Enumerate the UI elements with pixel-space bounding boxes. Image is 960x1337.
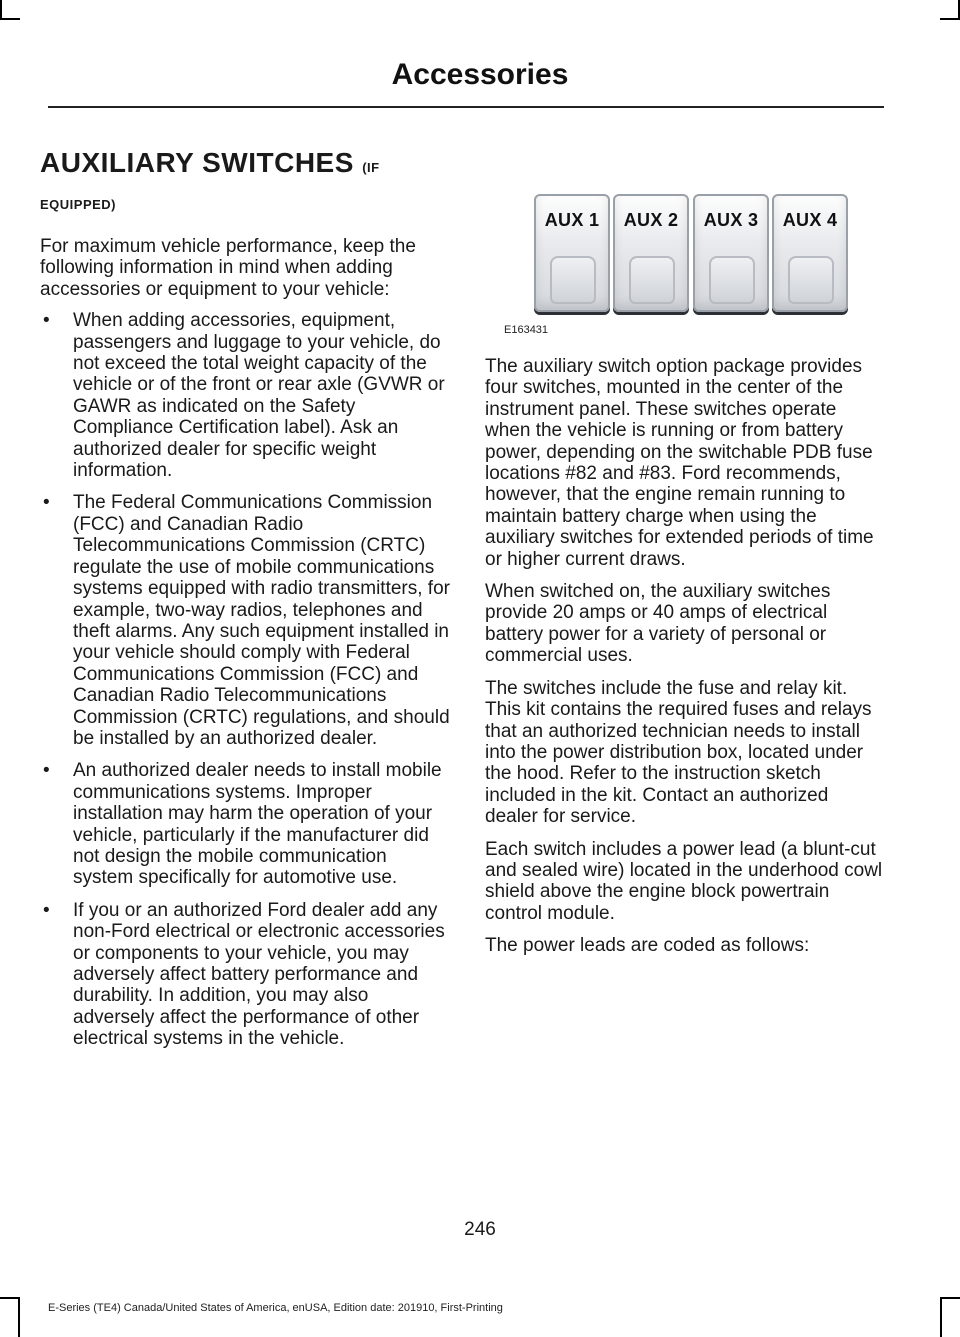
list-item — [40, 900, 450, 1050]
left-column — [40, 146, 450, 1061]
aux-switch-4 — [772, 194, 848, 312]
aux-switch-1 — [534, 194, 610, 312]
intro-paragraph: For maximum vehicle performance, keep the following information in mind when adding accessories or equipment to your vehicle: — [40, 236, 416, 300]
crop-mark — [940, 1297, 960, 1299]
list-item — [40, 310, 450, 481]
body-paragraph: The power leads are coded as follows: — [485, 935, 810, 957]
bullet-list — [40, 310, 450, 1049]
rocker-icon — [788, 256, 834, 304]
bullet-symbol: • — [43, 310, 50, 332]
crop-mark — [940, 1297, 942, 1337]
list-item-text: If you or an authorized Ford dealer add any non-Ford electrical or electronic accessories or components to your vehicle, you may adversely affect battery performance and durability. In addition, you may also adversely affect the performance of other electrical systems in the vehicle. — [73, 899, 445, 1050]
list-item-text: The Federal Communications Commission (FCC) and Canadian Radio Telecommunications Commission (CRTC) regulate the use of mobile communications systems equipped with radio transmitters, for example, two-way radios, telephones and theft alarms. Any such equipment installed in your vehicle should comply with Federal Communications Commission (FCC) and Canadian Radio Telecommunications Commission (CRTC) regulations, and should be installed by an authorized dealer. — [73, 492, 450, 749]
body-paragraph: The auxiliary switch option package provides four switches, mounted in the center of the instrument panel. These switches operate when the vehicle is running or from battery power, depending on the switchable PDB fuse locations #82 and #83. Ford recommends, however, that the engine remain running to maintain battery charge when using the auxiliary switches for extended periods of time or higher current draws. — [485, 356, 874, 570]
section-title-qualifier: (IF — [362, 160, 380, 175]
rocker-icon — [629, 256, 675, 304]
page-number: 246 — [464, 1219, 496, 1240]
aux-switches-illustration — [500, 190, 855, 340]
section-title-continuation: EQUIPPED) — [40, 197, 117, 212]
crop-mark — [0, 1297, 20, 1299]
crop-mark — [18, 1297, 20, 1337]
aux-switch-label: AUX 4 — [782, 210, 838, 230]
bullet-symbol: • — [43, 492, 50, 514]
figure-code: E163431 — [504, 324, 549, 336]
crop-mark — [940, 18, 960, 20]
aux-switch-label: AUX 3 — [703, 210, 759, 230]
body-paragraph: Each switch includes a power lead (a blunt-cut and sealed wire) located in the underhood cowl shield above the engine block powertrain control module. — [485, 838, 883, 924]
aux-switch-2 — [613, 194, 689, 312]
aux-switch-label: AUX 2 — [623, 210, 679, 230]
crop-mark — [0, 18, 20, 20]
header-divider — [48, 106, 884, 108]
list-item-text: When adding accessories, equipment, passengers and luggage to your vehicle, do not exceed the total weight capacity of the vehicle or of the front or rear axle (GVWR or GAWR as indicated on the Safety Compliance Certification label). Ask an authorized dealer for specific weight information. — [73, 310, 445, 482]
body-paragraph: When switched on, the auxiliary switches provide 20 amps or 40 amps of electrical battery power for a variety of personal or commercial uses. — [485, 581, 831, 667]
aux-switch-3 — [693, 194, 769, 312]
page-header-title: Accessories — [391, 58, 569, 91]
aux-switch-label: AUX 1 — [544, 210, 600, 230]
list-item — [40, 760, 450, 888]
rocker-icon — [550, 256, 596, 304]
right-column — [485, 356, 885, 968]
body-paragraph: The switches include the fuse and relay kit. This kit contains the required fuses and relays that an authorized technician needs to install into the power distribution box, located under the hood. Refer to the instruction sketch included in the kit. Contact an authorized dealer for service. — [485, 677, 872, 828]
section-title-main: AUXILIARY SWITCHES — [40, 147, 354, 178]
list-item — [40, 492, 450, 749]
list-item-text: An authorized dealer needs to install mobile communications systems. Improper installation may harm the operation of your vehicle, particularly if the manufacturer did not design the mobile communication system specifically for automotive use. — [73, 760, 442, 889]
footer-edition: E-Series (TE4) Canada/United States of America, enUSA, Edition date: 201910, First-Printing — [48, 1302, 503, 1314]
section-title — [40, 146, 450, 185]
bullet-symbol: • — [43, 760, 50, 782]
bullet-symbol: • — [43, 899, 50, 921]
rocker-icon — [709, 256, 755, 304]
crop-mark — [0, 0, 2, 20]
